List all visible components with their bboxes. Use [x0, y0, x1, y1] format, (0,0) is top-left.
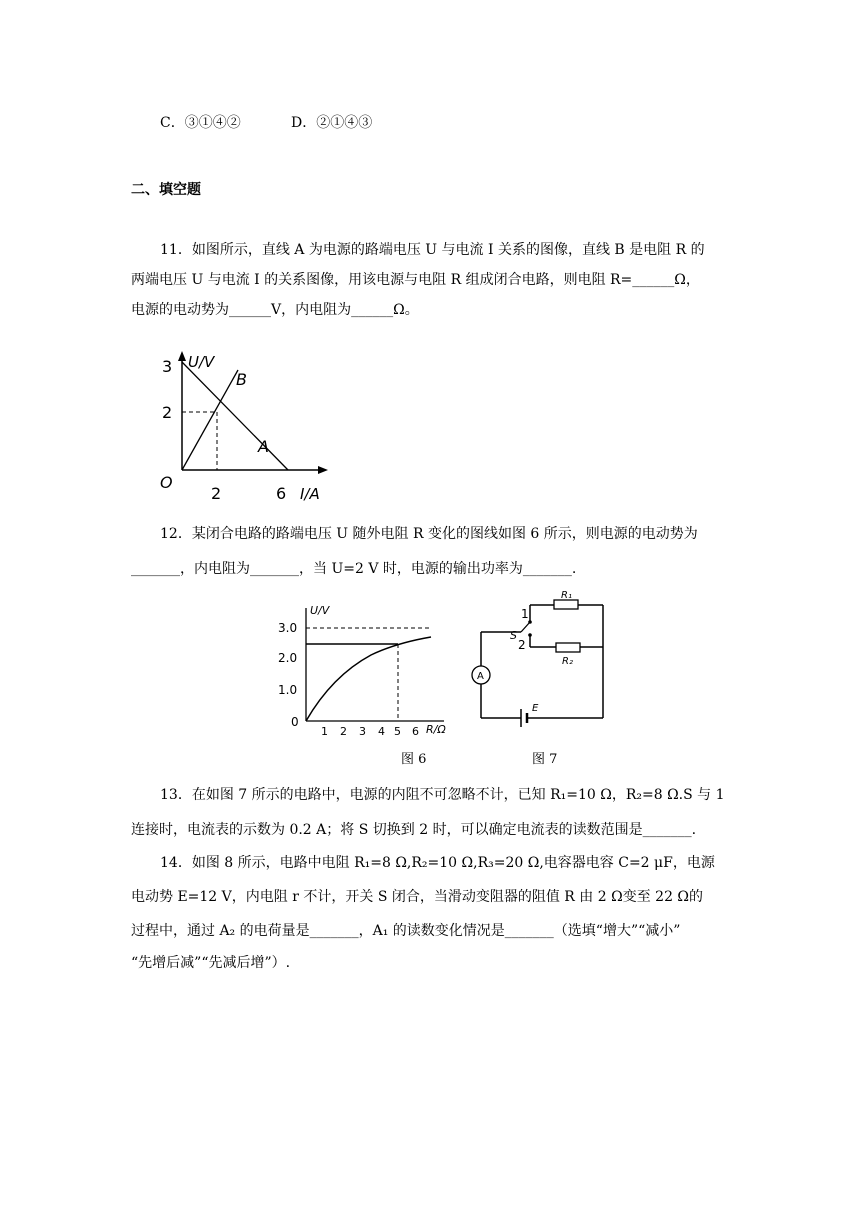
option-d: D．②①④③: [291, 115, 373, 131]
x-tick-5: 5: [394, 725, 401, 738]
x-tick-1: 1: [321, 725, 328, 738]
x-tick-2: 2: [340, 725, 347, 738]
x-tick-2: 2: [211, 484, 222, 503]
x-axis-arrow: [318, 466, 328, 474]
figure-7-caption: 图 7: [532, 752, 558, 767]
ammeter-label: A: [477, 671, 484, 682]
resistor-r2: [556, 643, 580, 652]
y-tick-3: 3.0: [278, 621, 298, 635]
origin-label: O: [160, 473, 173, 492]
x-tick-4: 4: [378, 725, 385, 738]
q14-line2: 电动势 E=12 V，内电阻 r 不计，开关 S 闭合，当滑动变阻器的阻值 R 由 2 Ω变至 22 Ω的: [131, 889, 704, 905]
u-r-curve: [306, 637, 431, 721]
switch-blade: [521, 622, 530, 632]
r1-label: R₁: [561, 590, 572, 601]
q11-line1: 11．如图所示，直线 A 为电源的路端电压 U 与电流 I 关系的图像，直线 B 是电阻 R 的: [160, 242, 705, 258]
q11-line2: 两端电压 U 与电流 I 的关系图像，用该电源与电阻 R 组成闭合电路，则电阻 R=______Ω，: [131, 272, 700, 288]
y-axis-label: U/V: [310, 604, 330, 617]
x-tick-6: 6: [276, 484, 287, 503]
figure-6-graph: [276, 598, 451, 738]
r2-label: R₂: [562, 656, 573, 667]
q14-line3: 过程中，通过 A₂ 的电荷量是_______，A₁ 的读数变化情况是_______（选填“增大”“减小”: [131, 923, 681, 939]
y-tick-3: 3: [162, 357, 173, 376]
q13-line2: 连接时，电流表的示数为 0.2 A；将 S 切换到 2 时，可以确定电流表的读数范围是_______.: [131, 822, 697, 838]
option-c: C．③①④②: [160, 115, 241, 131]
line-b-label: B: [236, 370, 247, 389]
q11-graph: [150, 345, 340, 505]
q12-line2: _______，内电阻为_______，当 U=2 V 时，电源的输出功率为_______.: [131, 561, 577, 577]
y-tick-1: 1.0: [278, 683, 298, 697]
y-axis-arrow: [178, 351, 186, 361]
x-axis-label: R/Ω: [426, 723, 446, 736]
x-tick-3: 3: [359, 725, 366, 738]
pos1-label: 1: [521, 607, 529, 621]
q12-line1: 12．某闭合电路的路端电压 U 随外电阻 R 变化的图线如图 6 所示，则电源的电动势为: [160, 526, 698, 542]
q11-line3: 电源的电动势为______V，内电阻为______Ω。: [131, 302, 419, 318]
q14-line1: 14．如图 8 所示，电路中电阻 R₁=8 Ω,R₂=10 Ω,R₃=20 Ω,电容器电容 C=2 μF，电源: [160, 855, 715, 871]
x-axis-label: I/A: [300, 485, 320, 503]
switch-label: S: [510, 629, 517, 642]
y-axis-label: U/V: [188, 353, 215, 371]
q13-line1: 13．在如图 7 所示的电路中，电源的内阻不可忽略不计，已知 R₁=10 Ω，R₂=8 Ω.S 与 1: [160, 787, 725, 803]
line-a: [182, 362, 288, 470]
line-a-label: A: [258, 437, 269, 456]
y-tick-2: 2.0: [278, 651, 298, 665]
pos2-label: 2: [518, 638, 526, 652]
y-tick-2: 2: [162, 403, 173, 422]
line-b: [182, 370, 238, 470]
figure-6-caption: 图 6: [401, 752, 427, 767]
q14-line4: “先增后减”“先减后增”）.: [131, 955, 291, 971]
emf-label: E: [532, 703, 539, 714]
resistor-r1: [554, 600, 578, 609]
y-tick-0: 0: [291, 715, 299, 729]
figure-7-circuit: [466, 588, 616, 728]
section-title: 二、填空题: [131, 182, 201, 198]
x-tick-6: 6: [412, 725, 419, 738]
